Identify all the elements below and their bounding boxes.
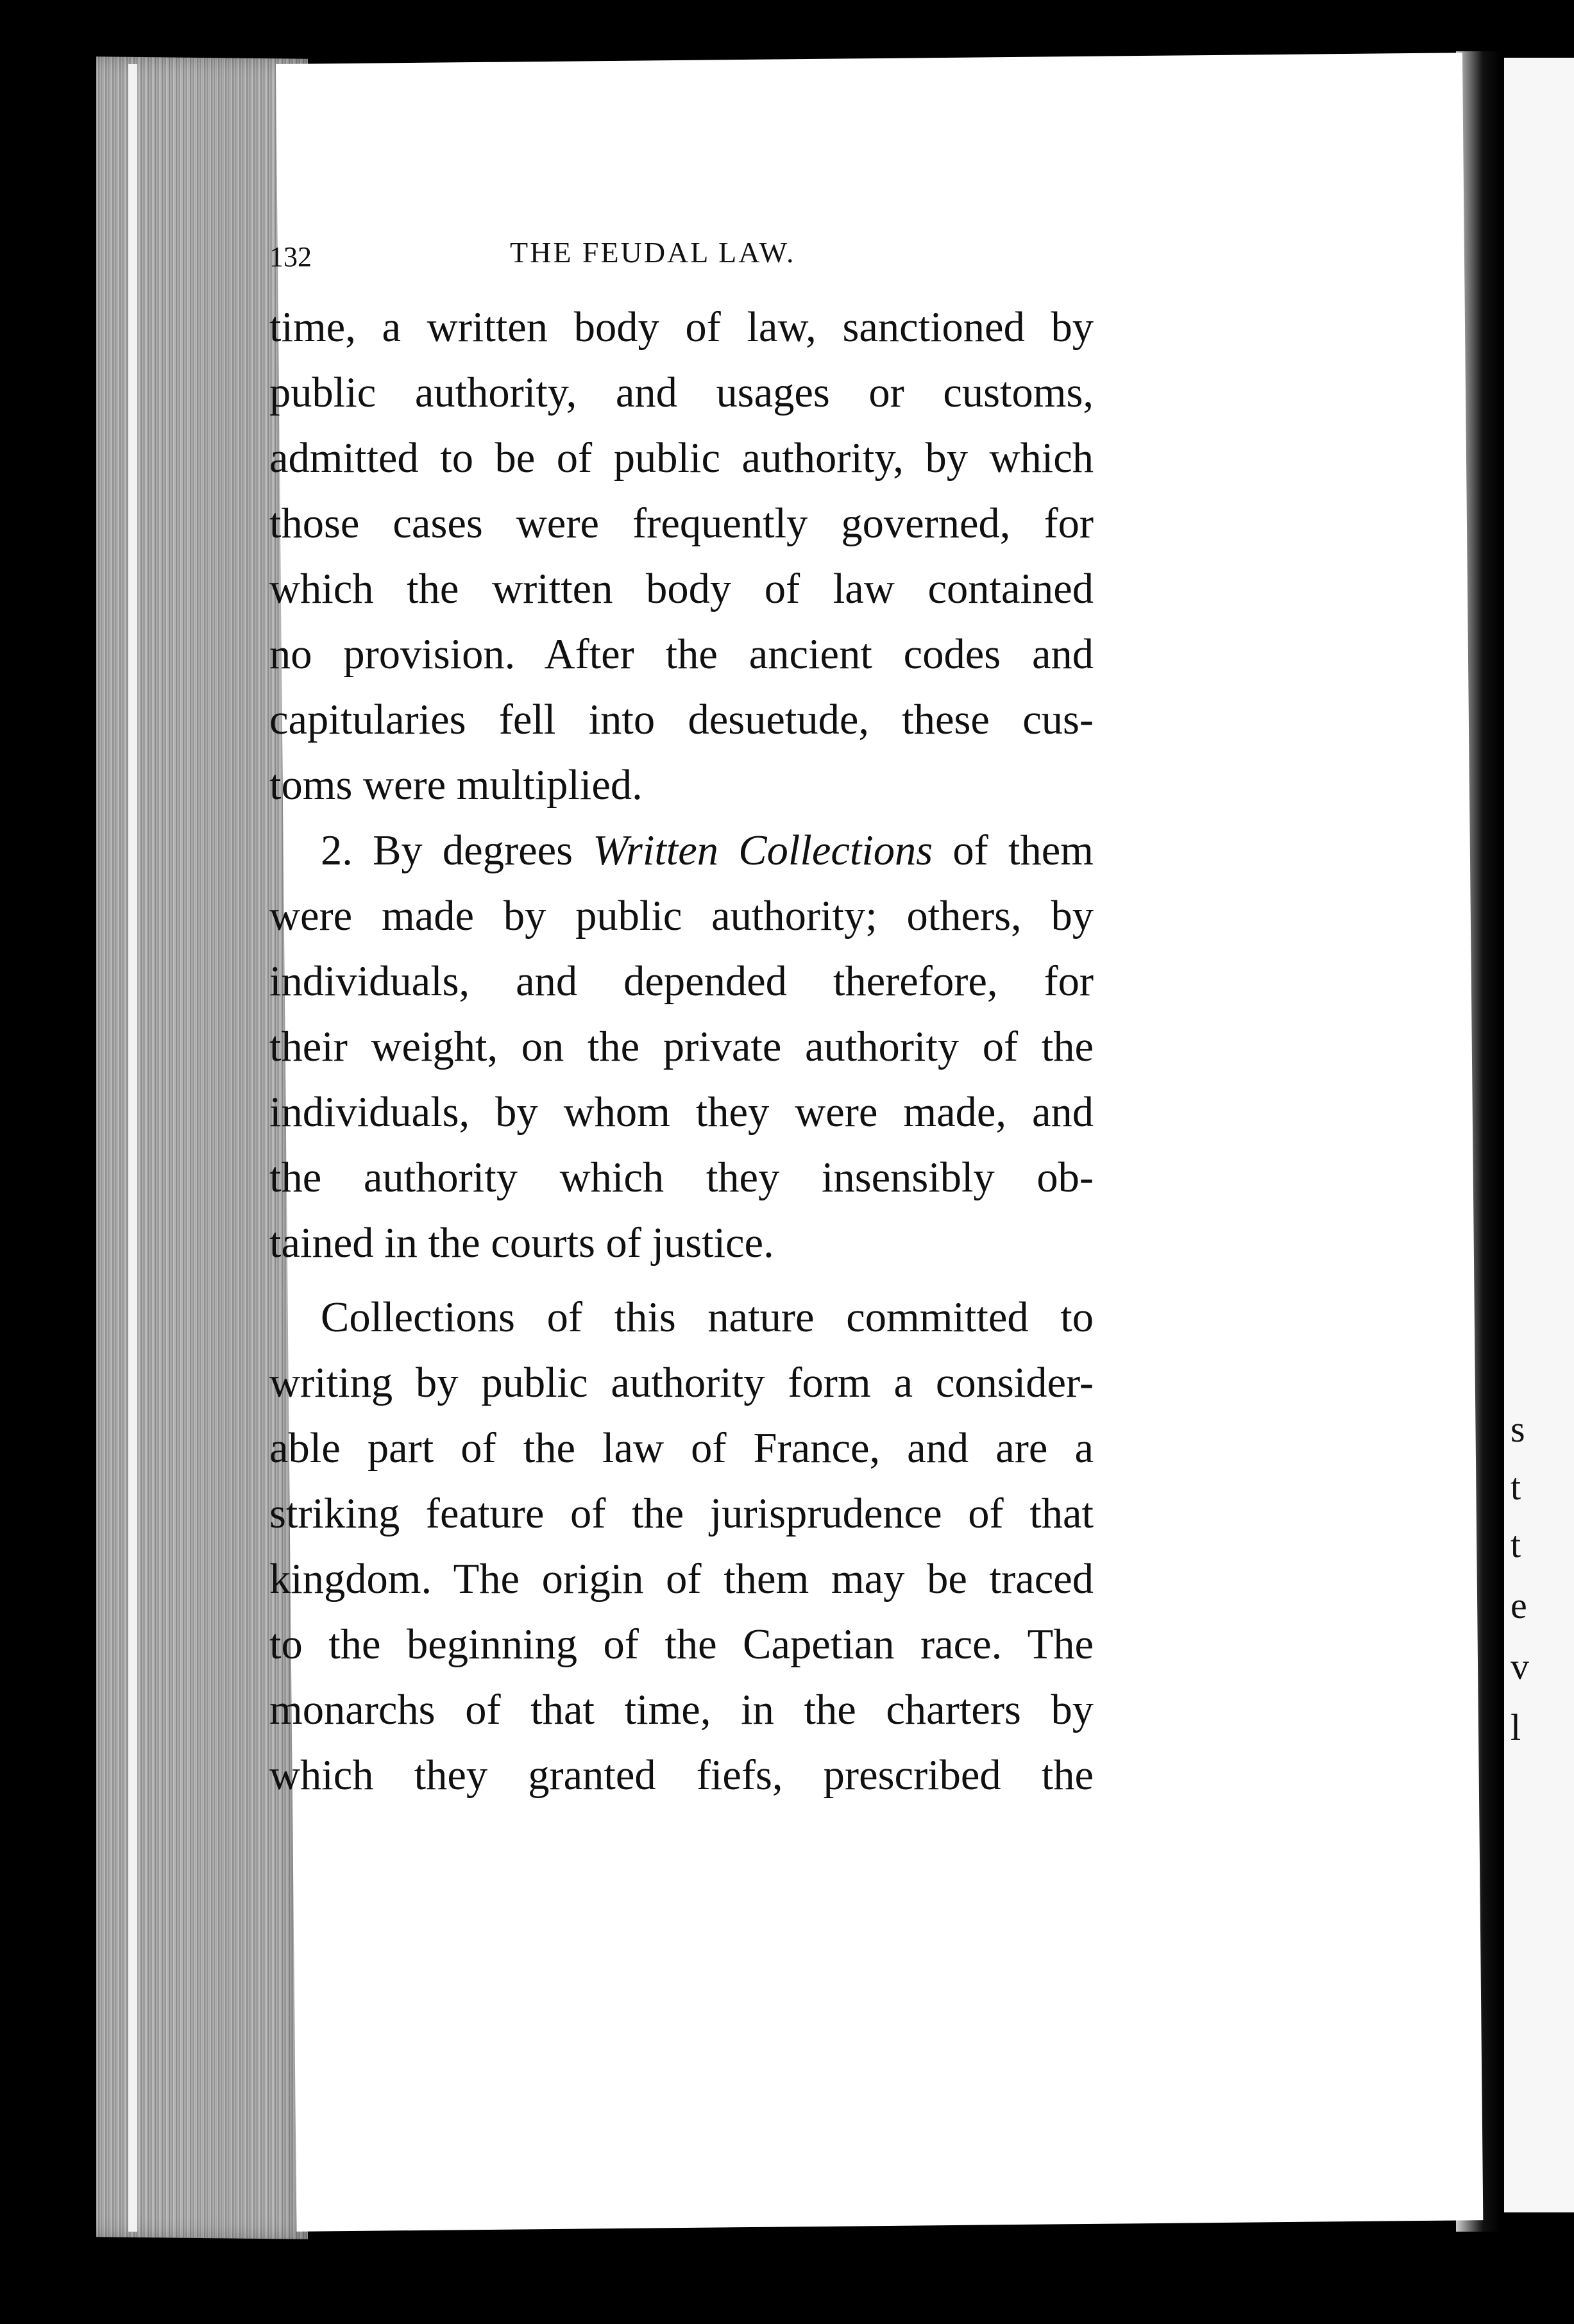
text-line: individuals, by whom they were made, and [269,1089,1094,1136]
text-line: their weight, on the private authority of the [269,1023,1094,1070]
facing-page-glyph: v [1511,1646,1529,1687]
paragraph [269,1285,1094,1808]
paragraph [269,295,1094,818]
text-line: able part of the law of France, and are a [269,1425,1094,1472]
text-line: individuals, and depended therefore, for [269,958,1094,1005]
text-line: writing by public authority form a consider- [269,1360,1094,1406]
paragraph [269,818,1094,1276]
text-line: to the beginning of the Capetian race. The [269,1621,1094,1668]
facing-page-glyph: l [1511,1706,1521,1748]
body-text [269,295,1094,1808]
facing-page-glyph: t [1511,1466,1521,1508]
facing-page-glyph: t [1511,1524,1521,1565]
text-line: those cases were frequently governed, for [269,500,1094,547]
facing-page-glyph: s [1511,1408,1525,1450]
page-number: 132 [269,241,312,273]
text-line: which the written body of law contained [269,566,1094,612]
text-line: were made by public authority; others, by [269,893,1094,939]
paragraph-lead: 2. By degrees [321,827,593,874]
text-line: time, a written body of law, sanctioned by [269,304,1094,351]
text-line: admitted to be of public authority, by which [269,435,1094,482]
text-line: capitularies fell into desuetude, these cus- [269,696,1094,743]
text-line: kingdom. The origin of them may be traced [269,1556,1094,1603]
paragraph-lead-rest: of them [933,827,1094,874]
paragraph-gap [269,1276,1094,1285]
text-line: public authority, and usages or customs, [269,369,1094,416]
emphasized-term: Written Collections [593,827,933,874]
text-line: striking feature of the jurisprudence of that [269,1490,1094,1537]
page-edge-highlight [128,64,137,2232]
text-line: toms were multiplied. [269,762,643,809]
text-line [269,818,1094,884]
text-line: monarchs of that time, in the charters by [269,1687,1094,1733]
text-line: Collections of this nature committed to [321,1294,1094,1341]
facing-page-glyph: e [1511,1585,1527,1626]
text-line: which they granted fiefs, prescribed the [269,1752,1094,1799]
running-head: THE FEUDAL LAW. [510,236,796,269]
text-line: tained in the courts of justice. [269,1220,774,1267]
text-line: no provision. After the ancient codes and [269,631,1094,678]
facing-page-sliver [1504,58,1574,2212]
text-line: the authority which they insensibly ob- [269,1154,1094,1201]
